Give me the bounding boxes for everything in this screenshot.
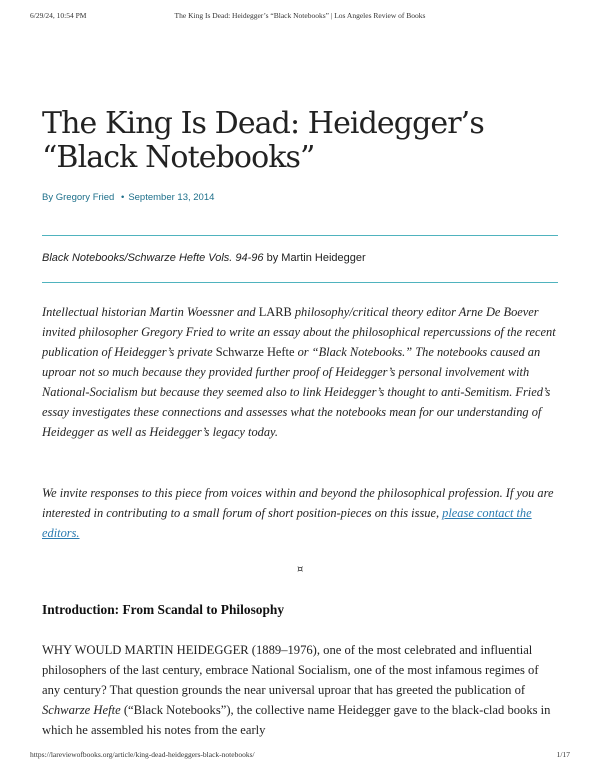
page-url: https://lareviewofbooks.org/article/king-dead-heideggers-black-notebooks/ [30,750,255,759]
print-datetime: 6/29/24, 10:54 PM [30,11,87,20]
print-footer [30,750,570,762]
byline-separator: • [120,192,125,203]
book-reference [42,252,366,264]
print-header [30,11,570,23]
invite-responses: We invite responses to this piece from voices within and beyond the philosophical profession. If you are interested in contributing to a small forum of short position-pieces on this issue, please contact the editors. [42,486,554,540]
contact-editors-link[interactable]: please contact the editors. [42,506,532,540]
author-link[interactable]: Gregory Fried [55,192,115,203]
print-doc-title: The King Is Dead: Heidegger’s “Black Notebooks” | Los Angeles Review of Books [174,11,426,20]
article-title: The King Is Dead: Heidegger’s “Black Notebooks” [42,106,484,175]
divider-bottom [42,282,558,283]
schwarze-hefte-term: Schwarze Hefte [42,703,121,717]
divider-top [42,235,558,236]
book-title-link[interactable]: Black Notebooks/Schwarze Hefte Vols. 94-96 [42,252,264,264]
section-heading: Introduction: From Scandal to Philosophy [42,602,285,617]
page-number: 1/17 [556,750,570,759]
body-paragraph: WHY WOULD MARTIN HEIDEGGER (1889–1976), one of the most celebrated and influential philosophers of the last century, embrace National Socialism, one of the most infamous regimes of any century? That question grounds the near universal uproar that has greeted the publication of Schwarze Hefte (“Black Notebooks”), the collective name Heidegger gave to the black-clad books in which he assembled his notes from the early [42,643,551,737]
byline-prefix: By [42,192,54,203]
section-divider-icon: ¤ [297,564,304,575]
editor-intro: Intellectual historian Martin Woessner and LARB philosophy/critical theory editor Arne De Boever invited philosopher Gregory Fried to write an essay about the philosophical repercussions of the recent publication of Heidegger’s private Schwarze Hefte or “Black Notebooks.” The notebooks caused an uproar not so much because they provided further proof of Heidegger’s personal involvement with National-Socialism but because they seemed also to link Heidegger’s thought to anti-Semitism. Fried’s essay investigates these connections and assesses what the notebooks mean for our understanding of Heidegger as well as Heidegger’s legacy today. [42,305,556,439]
book-author: by Martin Heidegger [266,252,366,264]
byline [42,192,214,203]
schwarze-hefte-term: Schwarze Hefte [215,345,295,359]
publish-date: September 13, 2014 [128,192,215,203]
larb-mark: LARB [258,305,292,319]
